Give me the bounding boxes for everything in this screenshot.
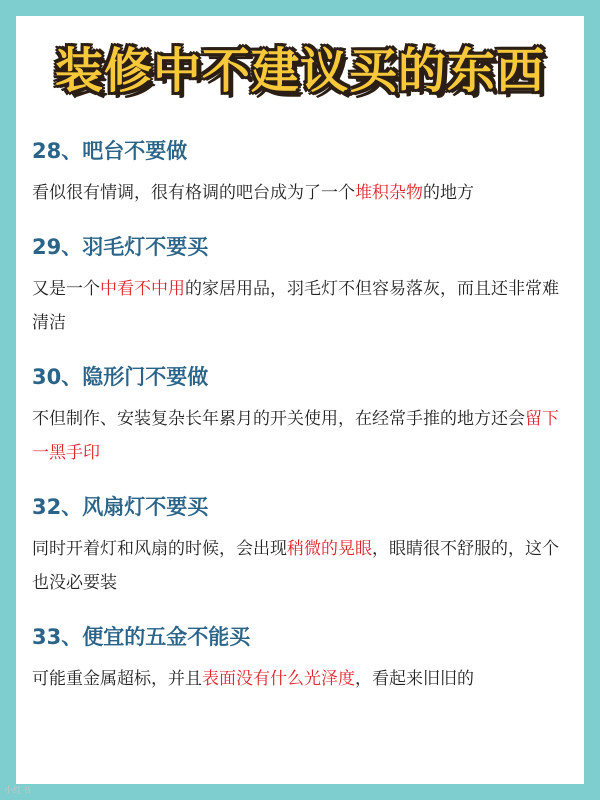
item-heading: 33、便宜的五金不能买 [32,625,251,649]
item-highlight: 留下一黑手印 [32,409,559,463]
item-body-text: 看似很有情调，很有格调的吧台成为了一个 [32,183,355,203]
content-card [16,16,584,784]
list-item [32,362,572,470]
item-body-text: 不但制作、安装复杂长年累月的开关使用，在经常手推的地方还会 [32,409,525,429]
item-highlight: 堆积杂物 [355,183,423,203]
item-body-text: ，眼睛很不舒服的，这个也没必要装 [32,539,559,593]
page-title: 装修中不建议买的东西 [54,43,545,99]
list-item [32,492,572,600]
item-highlight: 中看不中用 [100,279,185,299]
list-item [32,136,572,210]
item-body [32,176,572,210]
item-body [32,532,572,600]
item-heading: 32、风扇灯不要买 [32,495,209,519]
item-body-text: 可能重金属超标，并且 [32,669,202,689]
list-item [32,232,572,340]
item-body-text: 同时开着灯和风扇的时候，会出现 [32,539,287,559]
tips-list [32,136,572,718]
item-body-text: 的家居用品，羽毛灯不但容易落灰，而且还非常难清洁 [32,279,559,333]
item-highlight: 稍微的晃眼 [287,539,372,559]
watermark: 小红书 [4,786,32,796]
item-body-text: 又是一个 [32,279,100,299]
item-heading: 30、隐形门不要做 [32,365,209,389]
item-highlight: 表面没有什么光泽度 [202,669,355,689]
item-body [32,402,572,470]
item-body-text: 的地方 [423,183,474,203]
item-body [32,272,572,340]
item-heading: 29、羽毛灯不要买 [32,235,209,259]
item-body-text: ，看起来旧旧的 [355,669,474,689]
item-heading: 28、吧台不要做 [32,139,188,163]
list-item [32,622,572,696]
item-body [32,662,572,696]
